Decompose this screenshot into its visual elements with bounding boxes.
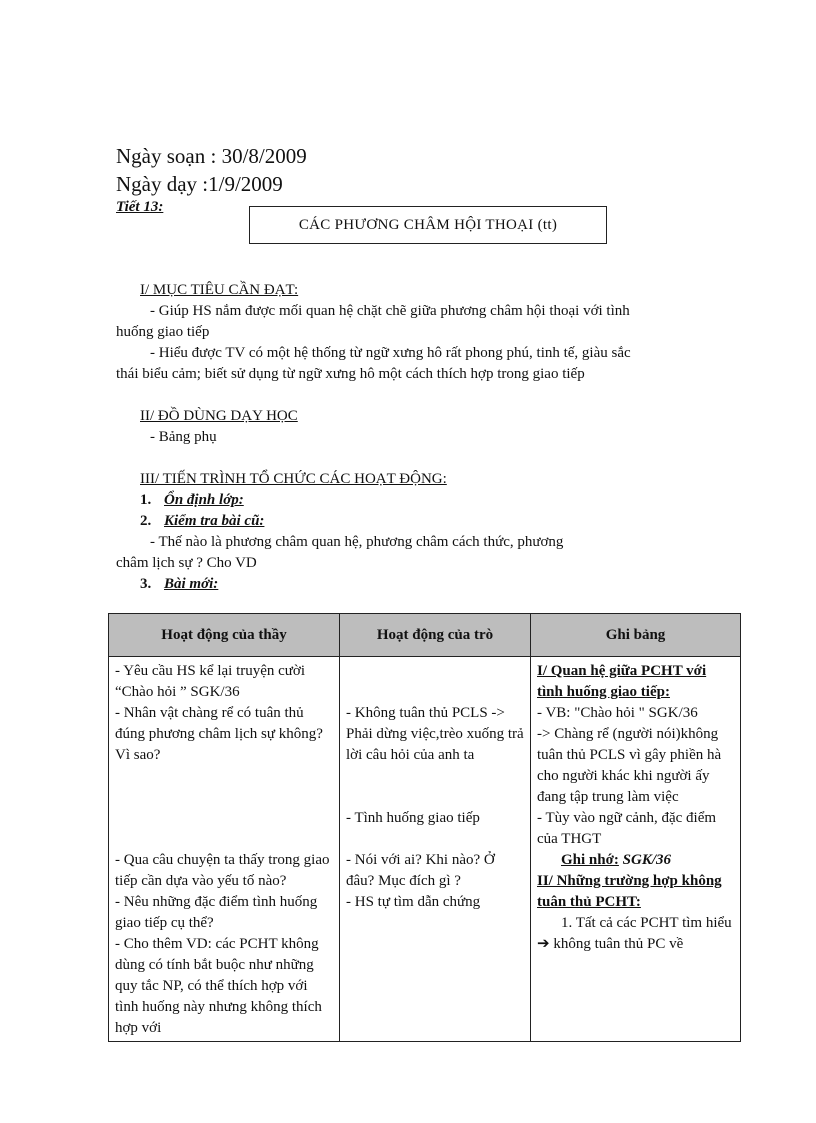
section2-item1: - Bảng phụ — [150, 429, 217, 445]
board-line: -> Chàng rể (người nói)không tuân thủ PCLS vì gây phiền hà cho người khác khi người ấy đang tập trung làm việc — [537, 726, 722, 805]
section1-item1a: - Giúp HS nắm được mối quan hệ chặt chẽ giữa phương châm hội thoại với tình — [150, 303, 630, 319]
step3: 3. Bài mới: — [140, 576, 219, 592]
section1-item2a: - Hiểu được TV có một hệ thống từ ngữ xưng hô rất phong phú, tinh tế, giàu sắc — [150, 345, 631, 361]
board-heading-1: I/ Quan hệ giữa PCHT với tình huống giao tiếp: — [537, 663, 707, 700]
dates-block — [116, 142, 307, 198]
step2-question-b: châm lịch sự ? Cho VD — [116, 555, 257, 571]
section2-heading: II/ ĐỒ DÙNG DẠY HỌC — [140, 408, 298, 424]
step2-question-a: - Thế nào là phương châm quan hệ, phương châm cách thức, phương — [150, 534, 564, 550]
activity-table — [108, 613, 741, 1042]
student-column — [340, 657, 531, 1042]
header-student: Hoạt động của trò — [340, 614, 531, 657]
section3-heading: III/ TIẾN TRÌNH TỔ CHỨC CÁC HOẠT ĐỘNG: — [140, 471, 447, 487]
step1: 1. Ổn định lớp: — [140, 492, 244, 508]
student-item: - HS tự tìm dẫn chứng — [346, 894, 481, 910]
board-line: - Tùy vào ngữ cảnh, đặc điểm — [537, 810, 717, 826]
section1-heading: I/ MỤC TIÊU CẦN ĐẠT: — [140, 282, 299, 298]
board-line: của THGT — [537, 831, 602, 847]
step2: 2. Kiểm tra bài cũ: — [140, 513, 265, 529]
board-heading-2: II/ Những trường hợp không tuân thủ PCHT: — [537, 873, 722, 910]
teacher-item: - Nhân vật chàng rể có tuân thủ đúng phương châm lịch sự không? Vì sao? — [115, 705, 323, 763]
board-column — [531, 657, 741, 1042]
teacher-item: - Cho thêm VD: các PCHT không dùng có tính bắt buộc như những quy tắc NP, có thể thích hợp với tình huống này nhưng không thích hợp với — [115, 936, 322, 1036]
table-row — [109, 657, 741, 1042]
board-line: ➔ không tuân thủ PC về — [537, 936, 684, 952]
teacher-column — [109, 657, 340, 1042]
section1-item1b: huống giao tiếp — [116, 324, 210, 340]
tiet-label: Tiết 13: — [116, 199, 164, 215]
teacher-item: - Nêu những đặc điểm tình huống giao tiếp cụ thể? — [115, 894, 318, 931]
teacher-item: - Yêu cầu HS kể lại truyện cười “Chào hỏi ” SGK/36 — [115, 663, 306, 700]
section1-item2b: thái biểu cảm; biết sử dụng từ ngữ xưng hô một cách thích hợp trong giao tiếp — [116, 366, 585, 382]
board-line: - VB: "Chào hỏi " SGK/36 — [537, 705, 698, 721]
student-item: - Không tuân thủ PCLS -> Phải dừng việc,trèo xuống trả lời câu hỏi của anh ta — [346, 705, 524, 763]
student-item: - Nói với ai? Khi nào? Ở đâu? Mục đích gì ? — [346, 852, 495, 889]
header-teacher: Hoạt động của thầy — [109, 614, 340, 657]
header-board: Ghi bảng — [531, 614, 741, 657]
board-line: 1. Tất cả các PCHT tìm hiểu — [561, 915, 732, 931]
teacher-item: - Qua câu chuyện ta thấy trong giao tiếp cần dựa vào yếu tố nào? — [115, 852, 330, 889]
student-item: - Tình huống giao tiếp — [346, 810, 480, 826]
lesson-title: CÁC PHƯƠNG CHÂM HỘI THOẠI (tt) — [249, 206, 607, 244]
table-header-row — [109, 614, 741, 657]
ngay-soan: Ngày soạn : 30/8/2009 — [116, 144, 307, 168]
ngay-day: Ngày dạy :1/9/2009 — [116, 172, 283, 196]
ghi-nho: Ghi nhớ: SGK/36 — [561, 852, 672, 868]
